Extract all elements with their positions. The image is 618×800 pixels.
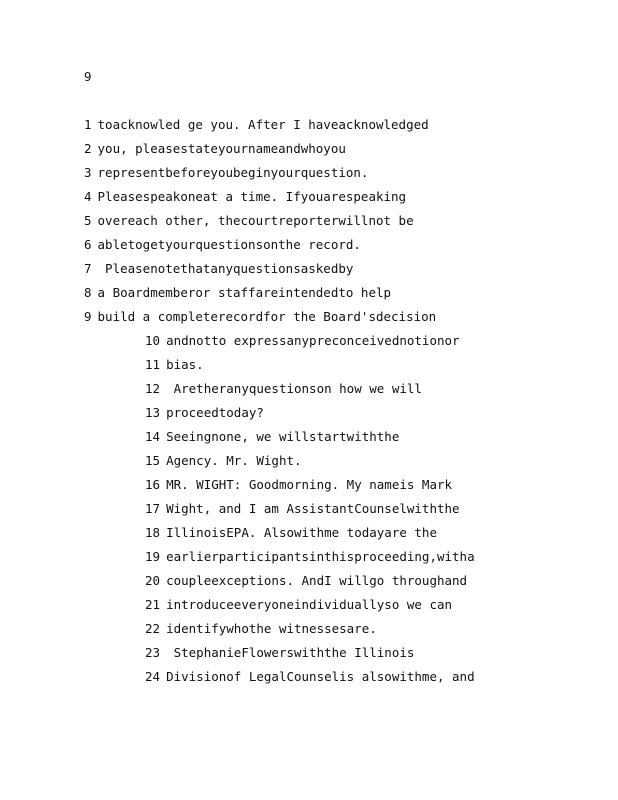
- line-text: Agency. Mr. Wight.: [166, 453, 302, 468]
- line-text: toacknowled ge you. After I haveacknowledged: [97, 117, 429, 132]
- line-text: Pleasenotethatanyquestionsaskedby: [97, 261, 354, 276]
- line-number: 1: [84, 117, 92, 132]
- line-text: overeach other, thecourtreporterwillnot be: [97, 213, 414, 228]
- transcript-line-14: [145, 429, 399, 445]
- line-text: IllinoisEPA. Alsowithme todayare the: [166, 525, 437, 540]
- line-text: bias.: [166, 357, 204, 372]
- transcript-line-16: [145, 477, 452, 493]
- line-text: earlierparticipantsinthisproceeding,witha: [166, 549, 475, 564]
- line-number: 12: [145, 381, 161, 396]
- transcript-line-12: [145, 381, 422, 397]
- line-number: 16: [145, 477, 161, 492]
- transcript-line-9: [84, 309, 436, 325]
- line-number: 6: [84, 237, 92, 252]
- line-number: 15: [145, 453, 161, 468]
- line-number: 11: [145, 357, 161, 372]
- transcript-line-2: [84, 141, 346, 157]
- line-text: andnotto expressanypreconceivednotionor: [166, 333, 460, 348]
- transcript-line-7: [84, 261, 353, 277]
- line-text: build a completerecordfor the Board'sdecision: [97, 309, 437, 324]
- line-number: 3: [84, 165, 92, 180]
- line-number: 10: [145, 333, 161, 348]
- transcript-line-22: [145, 621, 377, 637]
- line-text: Seeingnone, we willstartwiththe: [166, 429, 400, 444]
- line-text: MR. WIGHT: Goodmorning. My nameis Mark: [166, 477, 453, 492]
- transcript-line-6: [84, 237, 361, 253]
- line-number: 22: [145, 621, 161, 636]
- line-text: representbeforeyoubeginyourquestion.: [97, 165, 369, 180]
- transcript-line-19: [145, 549, 475, 565]
- line-text: proceedtoday?: [166, 405, 264, 420]
- line-number: 7: [84, 261, 92, 276]
- line-text: introduceeveryoneindividuallyso we can: [166, 597, 453, 612]
- line-number: 14: [145, 429, 161, 444]
- line-number: 4: [84, 189, 92, 204]
- transcript-line-20: [145, 573, 467, 589]
- line-number: 23: [145, 645, 161, 660]
- transcript-line-4: [84, 189, 406, 205]
- line-number: 2: [84, 141, 92, 156]
- line-number: 13: [145, 405, 161, 420]
- transcript-line-3: [84, 165, 368, 181]
- transcript-line-8: [84, 285, 391, 301]
- line-number: 24: [145, 669, 161, 684]
- line-number: 9: [84, 309, 92, 324]
- line-number: 8: [84, 285, 92, 300]
- line-number: 5: [84, 213, 92, 228]
- transcript-line-15: [145, 453, 302, 469]
- transcript-line-18: [145, 525, 437, 541]
- line-text: a Boardmemberor staffareintendedto help: [97, 285, 392, 300]
- transcript-line-23: [145, 645, 414, 661]
- line-number: 17: [145, 501, 161, 516]
- transcript-line-24: [145, 669, 475, 685]
- line-text: Wight, and I am AssistantCounselwiththe: [166, 501, 460, 516]
- line-text: Pleasespeakoneat a time. Ifyouarespeaking: [97, 189, 407, 204]
- line-text: you, pleasestateyournameandwhoyou: [97, 141, 346, 156]
- line-number: 19: [145, 549, 161, 564]
- transcript-line-1: [84, 117, 429, 133]
- line-text: StephanieFlowerswiththe Illinois: [166, 645, 415, 660]
- line-text: Aretheranyquestionson how we will: [166, 381, 422, 396]
- line-number: 18: [145, 525, 161, 540]
- line-text: coupleexceptions. AndI willgo throughand: [166, 573, 468, 588]
- line-text: Divisionof LegalCounselis alsowithme, and: [166, 669, 475, 684]
- page-number: 9: [84, 69, 92, 84]
- transcript-line-17: [145, 501, 460, 517]
- transcript-line-13: [145, 405, 264, 421]
- transcript-line-5: [84, 213, 414, 229]
- line-number: 21: [145, 597, 161, 612]
- line-number: 20: [145, 573, 161, 588]
- transcript-line-21: [145, 597, 452, 613]
- line-text: identifywhothe witnessesare.: [166, 621, 377, 636]
- transcript-line-11: [145, 357, 204, 373]
- line-text: abletogetyourquestionsonthe record.: [97, 237, 361, 252]
- transcript-line-10: [145, 333, 460, 349]
